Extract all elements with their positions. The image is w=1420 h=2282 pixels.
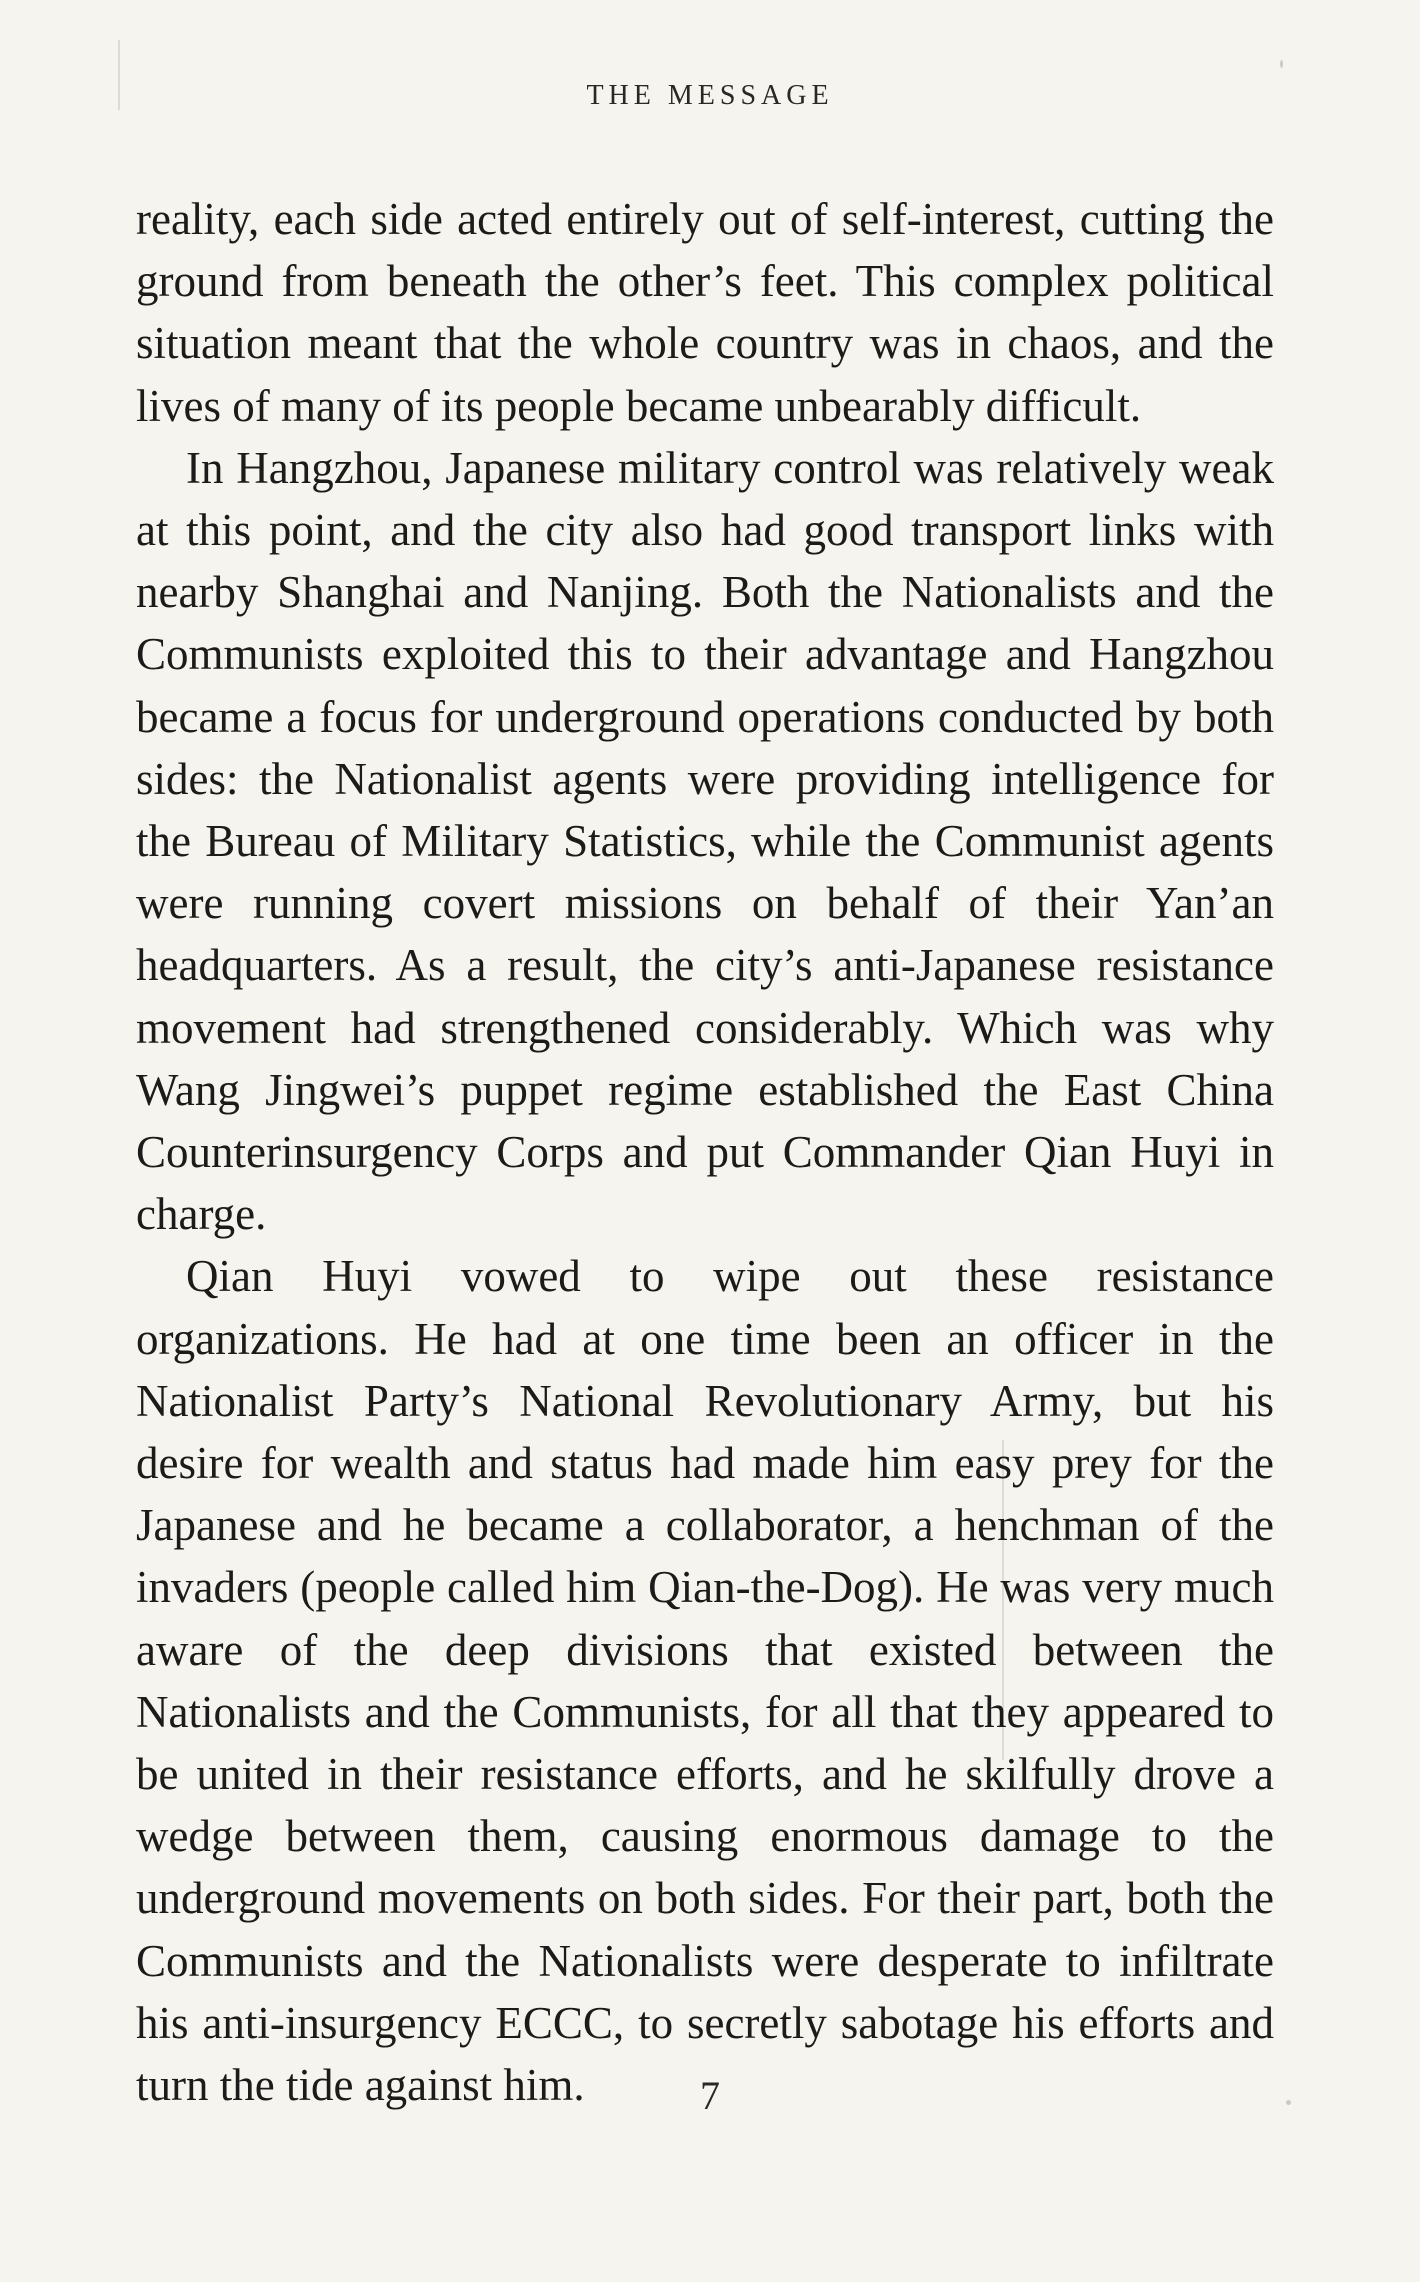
paragraph-3: Qian Huyi vowed to wipe out these resistance organizations. He had at one time been an officer in the Nationalist Party’s National Revolutionary Army, but his desire for wealth and status had made him easy prey for the Japanese and he became a collaborator, a henchman of the invaders (people called him Qian-the-Dog). He was very much aware of the deep divisions that existed between the Nationalists and the Communists, for all that they appeared to be united in their resistance efforts, and he skilfully drove a wedge between them, causing enormous damage to the underground movements on both sides. For their part, both the Communists and the Nationalists were desperate to infiltrate his anti-insurgency ECCC, to secretly sabotage his efforts and turn the tide against him. bbox=[136, 1251, 1274, 2111]
paragraph-1: reality, each side acted entirely out of self-interest, cutting the ground from beneath the other’s feet. This complex political situation meant that the whole country was in chaos, and the lives of many of its people became unbearably difficult. bbox=[136, 194, 1274, 431]
running-head: THE MESSAGE bbox=[586, 80, 834, 111]
paragraph-2: In Hangzhou, Japanese military control was relatively weak at this point, and the city also had good transport links with nearby Shanghai and Nanjing. Both the Nationalists and the Communists exploited this to their advantage and Hangzhou became a focus for underground operations conducted by both sides: the Nationalist agents were providing intelligence for the Bureau of Military Statistics, while the Communist agents were running covert missions on behalf of their Yan’an headquarters. As a result, the city’s anti-Japanese resistance movement had strengthened considerably. Which was why Wang Jingwei’s puppet regime established the East China Counterinsurgency Corps and put Commander Qian Huyi in charge. bbox=[136, 442, 1274, 1240]
body-text bbox=[136, 188, 1274, 2116]
page-number: 7 bbox=[700, 2073, 720, 2118]
scan-speck bbox=[1280, 60, 1283, 68]
